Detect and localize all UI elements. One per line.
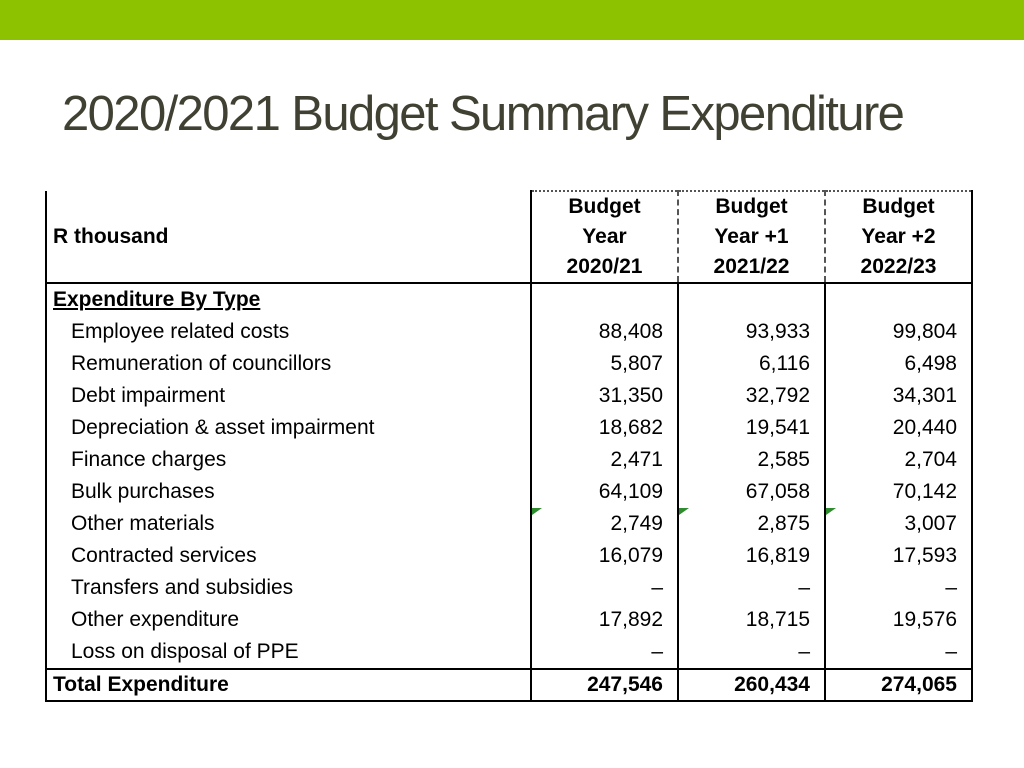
cell-value: 16,079 [531,540,678,572]
column-header: Budget Year +1 2021/22 [678,191,825,283]
cell-comment-marker [532,508,542,515]
total-row [46,669,972,701]
table-row [46,540,972,572]
table-row [46,348,972,380]
cell-value: – [678,572,825,604]
row-label: Finance charges [46,444,531,476]
row-label: Employee related costs [46,316,531,348]
row-label: Loss on disposal of PPE [46,636,531,669]
row-label: Remuneration of councillors [46,348,531,380]
row-label: Other materials [46,508,531,540]
table-row [46,412,972,444]
cell-value: 19,541 [678,412,825,444]
cell-value: 70,142 [825,476,972,508]
cell-value: 18,715 [678,604,825,636]
row-label: Other expenditure [46,604,531,636]
cell-value: – [825,572,972,604]
column-header: Budget Year 2020/21 [531,191,678,283]
cell-value: 2,704 [825,444,972,476]
cell-value: 31,350 [531,380,678,412]
section-label: Expenditure By Type [46,283,531,316]
total-label: Total Expenditure [46,669,531,701]
cell-value: 3,007 [825,508,972,540]
cell-value: 2,585 [678,444,825,476]
cell-value: 2,749 [531,508,678,540]
cell-value: 20,440 [825,412,972,444]
cell-value: 34,301 [825,380,972,412]
table-row [46,604,972,636]
row-label: Depreciation & asset impairment [46,412,531,444]
accent-bar [0,0,1024,40]
row-label: Transfers and subsidies [46,572,531,604]
cell-value: 19,576 [825,604,972,636]
table-row [46,444,972,476]
table-row [46,508,972,540]
cell-value: – [531,636,678,669]
cell-value: 16,819 [678,540,825,572]
table-row [46,476,972,508]
cell-value: 5,807 [531,348,678,380]
table-row [46,636,972,669]
cell-value: – [825,636,972,669]
total-value: 247,546 [531,669,678,701]
cell-value: 6,116 [678,348,825,380]
cell-value: 93,933 [678,316,825,348]
cell-value: 18,682 [531,412,678,444]
cell-value: – [678,636,825,669]
total-value: 274,065 [825,669,972,701]
slide-title: 2020/2021 Budget Summary Expenditure [62,87,904,141]
column-header: Budget Year +2 2022/23 [825,191,972,283]
row-label: Debt impairment [46,380,531,412]
row-label: Bulk purchases [46,476,531,508]
cell-value: 17,892 [531,604,678,636]
cell-value: 88,408 [531,316,678,348]
cell-value: 6,498 [825,348,972,380]
cell-comment-marker [826,508,836,515]
budget-table-container [45,190,973,702]
cell-value: 64,109 [531,476,678,508]
cell-comment-marker [679,508,689,515]
table-row [46,380,972,412]
cell-value: 99,804 [825,316,972,348]
table-row [46,572,972,604]
cell-value: 2,875 [678,508,825,540]
total-value: 260,434 [678,669,825,701]
cell-value: 67,058 [678,476,825,508]
cell-value: – [531,572,678,604]
row-header-label: R thousand [46,191,531,283]
cell-value: 2,471 [531,444,678,476]
budget-table [45,190,973,702]
table-row [46,316,972,348]
section-header-row [46,283,972,316]
table-header-row [46,191,972,283]
row-label: Contracted services [46,540,531,572]
cell-value: 17,593 [825,540,972,572]
cell-value: 32,792 [678,380,825,412]
